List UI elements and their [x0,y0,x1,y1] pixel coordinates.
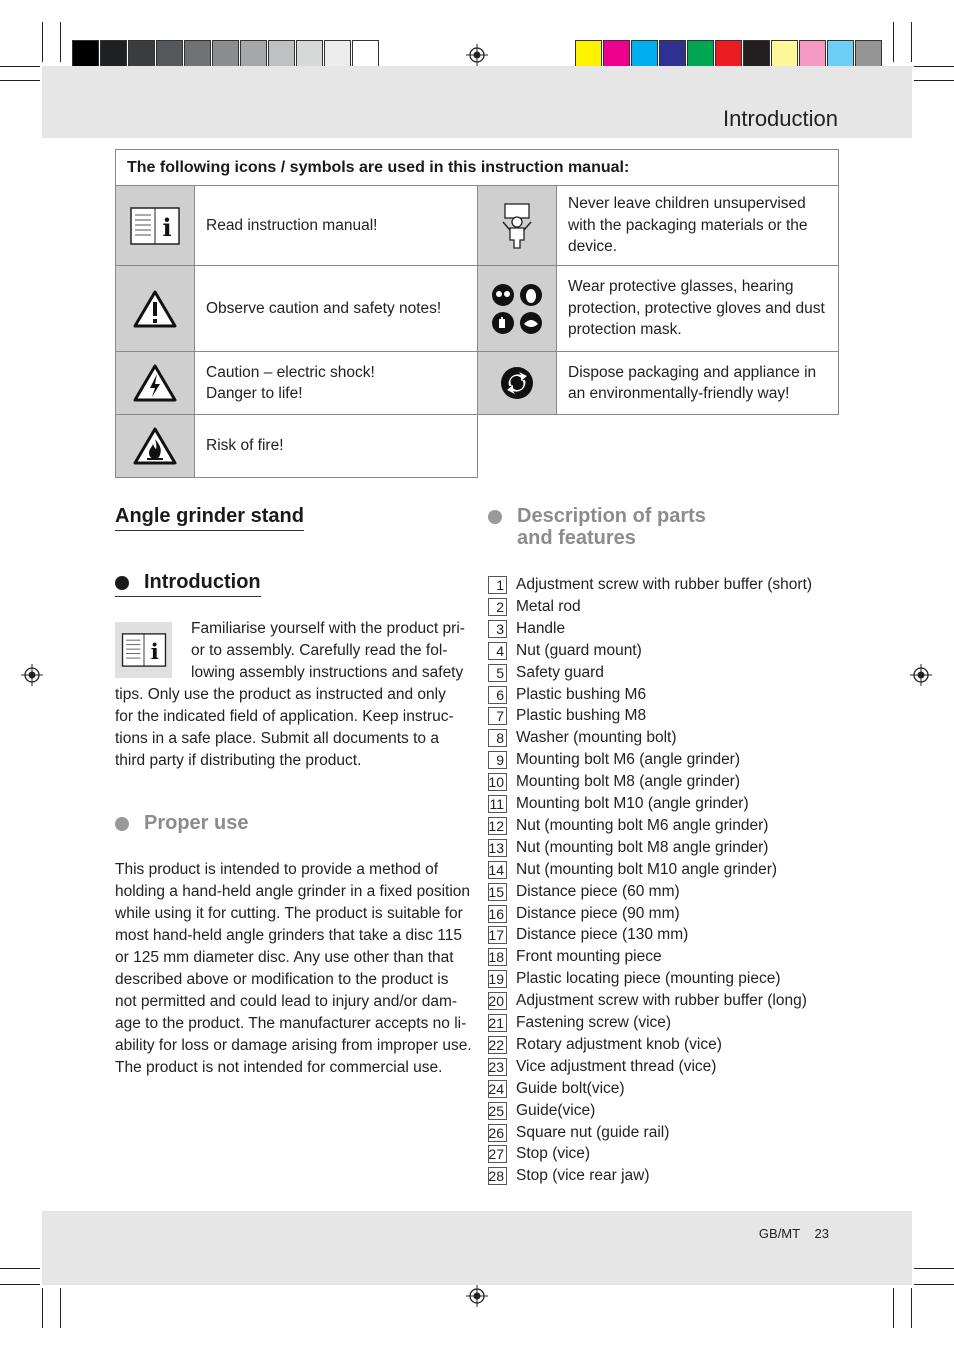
color-swatch [268,40,295,68]
text-line: Familiarise yourself with the product pri- [191,620,465,637]
part-number: 18 [488,948,507,966]
part-label: Guide(vice) [516,1101,596,1119]
page-title: Introduction [723,106,838,131]
text-line: age to the product. The manufacturer accepts no li- [115,1015,467,1032]
list-item [488,838,768,858]
color-swatch [743,40,770,68]
part-label: Front mounting piece [516,948,662,966]
list-item [488,663,604,683]
part-label: Distance piece (130 mm) [516,926,689,944]
list-item [488,619,565,639]
list-item [488,882,680,902]
part-number: 6 [488,686,507,704]
list-item [488,816,768,836]
text-line: tions in a safe place. Submit all documents to a [115,730,439,747]
ppe-icon [477,265,557,352]
fire-icon [115,414,195,478]
registration-mark-icon [466,44,488,66]
registration-mark-icon [21,664,43,686]
part-number: 10 [488,773,507,791]
electric-shock-icon [115,351,195,415]
part-label: Adjustment screw with rubber buffer (long) [516,992,807,1010]
bullet-icon [115,817,129,831]
part-label: Metal rod [516,597,581,615]
part-label: Plastic locating piece (mounting piece) [516,970,781,988]
list-item [488,794,749,814]
registration-mark-icon [466,1285,488,1307]
part-number: 17 [488,926,507,944]
color-swatch [687,40,714,68]
gray-color-bar [72,40,380,68]
text-line: ability for loss or damage arising from improper use. [115,1037,472,1054]
list-item [488,1057,716,1077]
icon-table-text: Caution – electric shock! Danger to life! [194,351,478,415]
child-warning-icon [477,185,557,266]
color-swatch [184,40,211,68]
icon-table-text: Read instruction manual! [194,185,478,266]
part-number: 26 [488,1124,507,1142]
text-line: The product is not intended for commercial use. [115,1059,443,1076]
part-label: Washer (mounting bolt) [516,729,677,747]
color-swatch [855,40,882,68]
part-number: 14 [488,861,507,879]
part-label: Nut (mounting bolt M8 angle grinder) [516,838,769,856]
part-number: 12 [488,817,507,835]
list-item [488,925,688,945]
list-item [488,904,680,924]
list-item [488,597,581,617]
crop-mark [911,22,912,62]
part-label: Nut (guard mount) [516,641,642,659]
icon-table-text: Risk of fire! [194,414,478,478]
part-number: 25 [488,1102,507,1120]
proper-use-text [115,859,472,1079]
bullet-icon [115,576,129,590]
color-swatch [72,40,99,68]
color-swatch [575,40,602,68]
list-item [488,947,662,967]
text-line: third party if distributing the product. [115,752,362,769]
manual-info-icon [115,622,172,678]
list-item [488,685,646,705]
crop-mark [42,22,43,62]
color-swatch [296,40,323,68]
text-line: while using it for cutting. The product is suitable for [115,905,463,922]
list-item [488,575,812,595]
text-line: described above or modification to the product is [115,971,449,988]
bullet-icon [488,510,502,524]
manual-info-icon [115,185,195,266]
svg-text:i: i [162,212,172,242]
icon-table-text: Observe caution and safety notes! [194,265,478,352]
part-number: 9 [488,751,507,769]
part-label: Plastic bushing M6 [516,685,647,703]
color-swatch [799,40,826,68]
part-label: Mounting bolt M6 (angle grinder) [516,751,741,769]
part-number: 15 [488,883,507,901]
text-line: most hand-held angle grinders that take a disc 115 [115,927,462,944]
introduction-heading: Introduction [115,571,261,597]
crop-mark [0,1284,40,1285]
part-number: 2 [488,598,507,616]
part-label: Stop (vice) [516,1145,591,1163]
part-label: Fastening screw (vice) [516,1014,672,1031]
part-label: Guide bolt(vice) [516,1079,625,1097]
part-label: Handle [516,619,566,637]
list-item [488,1079,625,1099]
crop-mark [914,80,954,81]
text-line: holding a hand-held angle grinder in a fixed position [115,883,471,900]
part-label: Square nut (guide rail) [516,1123,670,1141]
list-item [488,1035,722,1055]
color-swatch [771,40,798,68]
part-number: 27 [488,1145,507,1163]
color-swatch [352,40,379,68]
list-item [488,969,781,989]
part-label: Mounting bolt M8 (angle grinder) [516,773,741,791]
part-label: Adjustment screw with rubber buffer (short) [516,576,813,593]
text-line: for the indicated field of application. Keep instruc- [115,708,454,725]
part-label: Vice adjustment thread (vice) [516,1057,717,1075]
color-swatch [156,40,183,68]
part-number: 11 [488,795,507,813]
crop-mark [914,1268,954,1269]
list-item [488,728,677,748]
registration-mark-icon [910,664,932,686]
caution-triangle-icon [115,265,195,352]
part-number: 23 [488,1058,507,1076]
proper-use-heading: Proper use [115,812,248,835]
recycle-icon [477,351,557,415]
part-number: 7 [488,707,507,725]
text-line: or to assembly. Carefully read the fol- [191,642,448,659]
part-label: Plastic bushing M8 [516,707,647,725]
part-number: 22 [488,1036,507,1054]
text-line: tips. Only use the product as instructed and only [115,686,446,703]
list-item [488,641,642,661]
text-line: lowing assembly instructions and safety [191,664,464,681]
part-number: 4 [488,642,507,660]
svg-text:i: i [150,639,159,665]
crop-mark [914,1284,954,1285]
text-line: or 125 mm diameter disc. Any use other than that [115,949,454,966]
color-swatch [240,40,267,68]
footer-band [42,1211,912,1285]
color-swatch [603,40,630,68]
icon-table-heading: The following icons / symbols are used in this instruction manual: [115,149,839,186]
part-label: Rotary adjustment knob (vice) [516,1035,722,1053]
text-line: not permitted and could lead to injury and/or dam- [115,993,458,1010]
part-number: 21 [488,1014,507,1032]
crop-mark [911,1288,912,1328]
crop-mark [0,80,40,81]
color-swatch [827,40,854,68]
part-number: 20 [488,992,507,1010]
color-swatch [212,40,239,68]
crop-mark [0,1268,40,1269]
list-item [488,1144,590,1164]
list-item [488,750,740,770]
crop-mark [42,1288,43,1328]
crop-mark [60,1288,61,1328]
list-item [488,1123,669,1143]
part-label: Distance piece (60 mm) [516,882,680,900]
part-label: Safety guard [516,663,604,681]
process-color-bar [575,40,883,68]
part-number: 1 [488,576,507,594]
part-label: Nut (mounting bolt M6 angle grinder) [516,816,769,834]
part-number: 19 [488,970,507,988]
color-swatch [631,40,658,68]
part-number: 24 [488,1080,507,1098]
product-title: Angle grinder stand [115,505,304,531]
list-item [488,991,807,1011]
color-swatch [659,40,686,68]
icon-table-text: Wear protective glasses, hearing protection, protective gloves and dust protection mask. [556,265,839,352]
crop-mark [60,22,61,62]
crop-mark [893,22,894,62]
text-line: This product is intended to provide a method of [115,861,439,878]
crop-mark [893,1288,894,1328]
part-number: 3 [488,620,507,638]
part-label: Mounting bolt M10 (angle grinder) [516,795,749,812]
color-swatch [324,40,351,68]
color-swatch [100,40,127,68]
color-swatch [715,40,742,68]
crop-mark [0,66,40,67]
page-footer: GB/MT 23 [758,1226,829,1241]
list-item [488,860,777,880]
part-number: 16 [488,905,507,923]
color-swatch [128,40,155,68]
list-item [488,1013,671,1033]
parts-heading: Description of parts and features [488,505,706,549]
part-number: 13 [488,839,507,857]
list-item [488,706,646,726]
list-item [488,772,740,792]
part-label: Distance piece (90 mm) [516,904,680,922]
list-item [488,1101,595,1121]
icon-table-text: Never leave children unsupervised with the packaging materials or the device. [556,185,839,266]
icon-table-text: Dispose packaging and appliance in an environmentally-friendly way! [556,351,839,415]
part-label: Stop (vice rear jaw) [516,1167,650,1185]
list-item [488,1166,650,1186]
part-number: 28 [488,1167,507,1185]
crop-mark [914,66,954,67]
part-number: 8 [488,729,507,747]
part-label: Nut (mounting bolt M10 angle grinder) [516,860,778,878]
part-number: 5 [488,664,507,682]
